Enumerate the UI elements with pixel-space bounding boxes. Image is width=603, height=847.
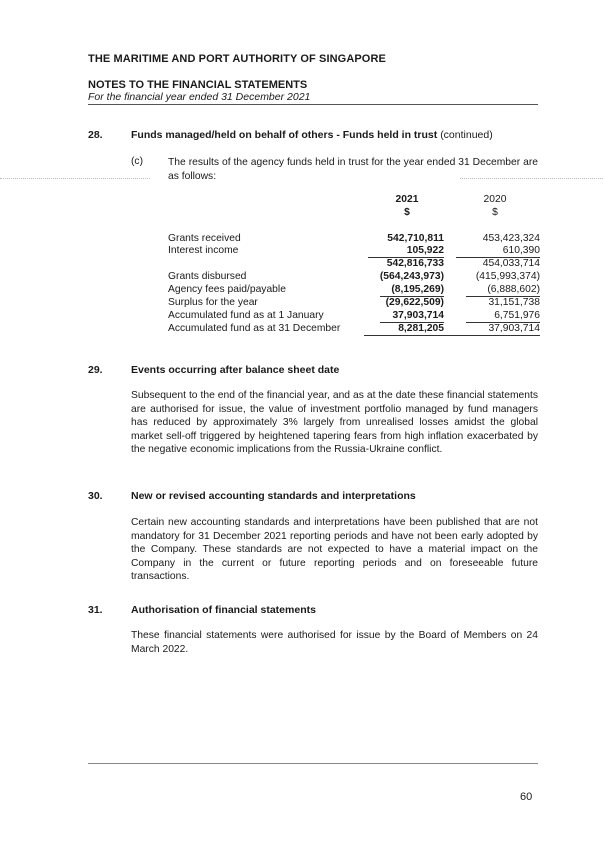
table-cell-2020: 37,903,714 — [488, 323, 540, 334]
table-row-label: Interest income — [168, 245, 239, 256]
currency-2020: $ — [492, 207, 498, 218]
currency-2021: $ — [404, 207, 410, 218]
column-header-2020: 2020 — [483, 194, 507, 205]
note-28-number: 28. — [88, 129, 103, 141]
notes-title: NOTES TO THE FINANCIAL STATEMENTS — [88, 79, 308, 91]
note-30-number: 30. — [88, 490, 103, 502]
table-cell-2021: 105,922 — [406, 245, 444, 256]
table-cell-2021: 8,281,205 — [398, 323, 444, 334]
period-subtitle: For the financial year ended 31 December 2021 — [88, 91, 311, 103]
table-row-label: Surplus for the year — [168, 297, 258, 308]
table-cell-2020: 31,151,738 — [488, 297, 540, 308]
footer-divider — [88, 763, 538, 764]
table-cell-2021: (29,622,509) — [385, 297, 444, 308]
note-29-number: 29. — [88, 364, 103, 376]
note-31-title: Authorisation of financial statements — [131, 604, 316, 616]
note-28-heading — [131, 129, 493, 141]
scan-artifact-right — [460, 178, 603, 179]
table-row-label: Grants received — [168, 233, 241, 244]
note-30-text: Certain new accounting standards and interpretations have been published that are not mandatory for 31 December 2021 reporting periods and have not been early adopted by the Company. These standards are not expected to have a material impact on the Company in the current or future reporting periods and on foreseeable future transactions. — [131, 517, 538, 582]
column-header-2021: 2021 — [395, 194, 419, 205]
table-cell-2021: 37,903,714 — [392, 310, 444, 321]
scan-artifact-left — [0, 178, 150, 179]
table-cell-2021: 542,710,811 — [387, 233, 444, 244]
note-31-number: 31. — [88, 604, 103, 616]
note-28-sub-label: (c) — [131, 156, 144, 167]
table-cell-2021: 542,816,733 — [386, 258, 444, 269]
table-cell-2020: 454,033,714 — [482, 258, 540, 269]
table-cell-2021: (564,243,973) — [379, 271, 444, 282]
note-28-title: Funds managed/held on behalf of others - Funds held in trust — [131, 129, 438, 141]
header-divider — [88, 104, 538, 105]
note-30-title: New or revised accounting standards and interpretations — [131, 490, 416, 502]
note-28-continued: (continued) — [440, 129, 493, 141]
table-row-label: Accumulated fund as at 31 December — [168, 323, 341, 334]
note-29-title: Events occurring after balance sheet date — [131, 364, 340, 376]
table-cell-2020: 453,423,324 — [482, 233, 540, 244]
table-cell-2020: (6,888,602) — [487, 284, 540, 295]
page-number: 60 — [520, 791, 533, 803]
note-29-text: Subsequent to the end of the financial year, and as at the date these financial statements are authorised for issue, the value of investment portfolio managed by fund managers has reduced by approximately 3% largely from unrealised losses amidst the global market sell-off triggered by heightened tapering fears from high inflation exacerbated by the negative economic implications from the Russia-Ukraine conflict. — [131, 390, 538, 455]
organisation-name: THE MARITIME AND PORT AUTHORITY OF SINGAPORE — [88, 53, 386, 65]
table-cell-2021: (8,195,269) — [391, 284, 444, 295]
note-28-sub-text: The results of the agency funds held in trust for the year ended 31 December are as follows: — [168, 157, 538, 182]
table-row-label: Agency fees paid/payable — [168, 284, 286, 295]
note-31-text: These financial statements were authorised for issue by the Board of Members on 24 March 2022. — [131, 630, 538, 655]
table-row-label: Grants disbursed — [168, 271, 247, 282]
table-cell-2020: 610,390 — [502, 245, 540, 256]
table-row-label: Accumulated fund as at 1 January — [168, 310, 324, 321]
table-cell-2020: 6,751,976 — [494, 310, 540, 321]
total-rule — [364, 335, 540, 336]
table-cell-2020: (415,993,374) — [475, 271, 540, 282]
